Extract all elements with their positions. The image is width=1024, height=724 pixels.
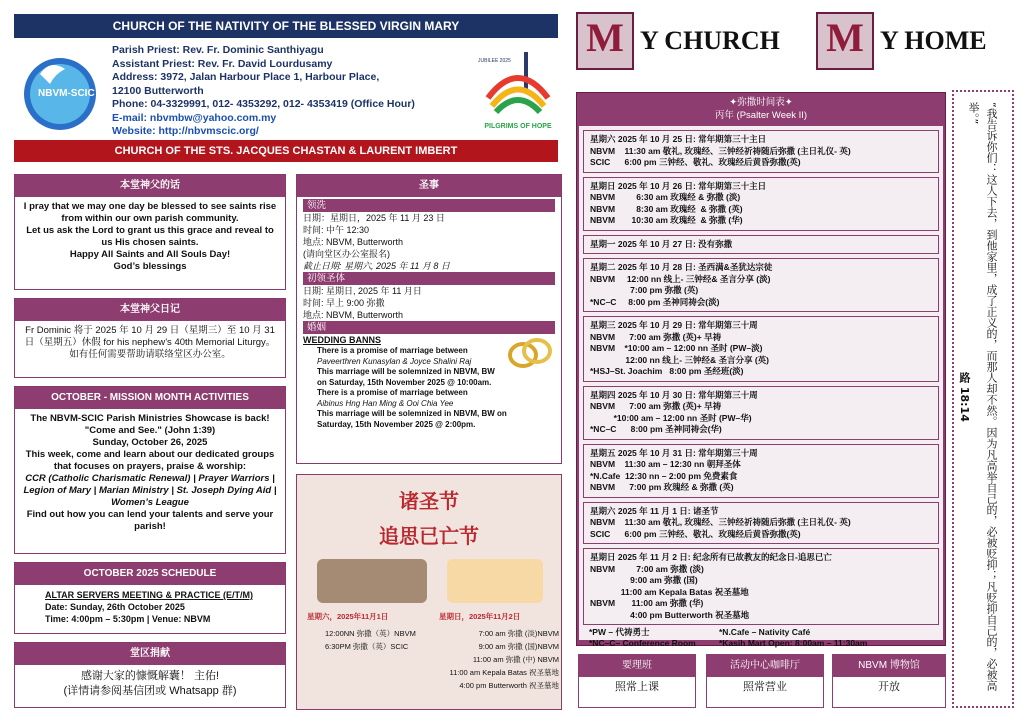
banns-1-intro: There is a promise of marriage between [317,346,468,355]
priest-word-box [14,174,286,290]
tag-catechism [578,654,696,708]
rings-icon [507,335,553,376]
candles-illustration [447,559,543,603]
baptism-time: 时间: 中午 12:30 [303,225,370,235]
banns-2-intro: There is a promise of marriage between [317,388,468,397]
altar-box [14,562,286,634]
banns-2-detail: This marriage will be solemnized in NBVM, BW on Saturday, 15th November 2025 @ 2:00pm. [317,409,507,429]
sacraments-box [296,174,562,464]
mission-line-3: Sunday, October 26, 2025 [92,437,208,448]
tag-cafe-label: 活动中心咖啡厅 [707,655,823,677]
tag-museum [832,654,946,708]
donation-box [14,642,286,708]
mass-title: ✦弥撒时间表✦ [729,97,793,108]
sacraments-title: 圣事 [297,175,561,197]
baptism-note: (请向堂区办公室报名) [303,249,390,259]
verse-ref: 路 18:14 [958,372,971,422]
priest-word-body: I pray that we may one day be blessed to see saints rise from within our own parish community. Let us ask the Lord to grant us this grace and reveal to us His chosen saints. Happy All Saints and All Souls Day! God’s blessings [23,201,277,272]
mass-day: 星期三 2025 年 10 月 29 日: 常年期第三十周 NBVM 7:00 am 弥撒 (英)+ 早祷 NBVM *10:00 am – 12:00 nn 圣时 (PW–淡) 12:00 nn 线上- 三钟经& 圣言分享 (英) *HSJ–St. Joachim 8:00 pm 圣经班(淡) [590,320,769,376]
altar-date: Date: Sunday, 26th October 2025 [45,602,185,612]
communion-time: 时间: 早上 9:00 弥撒 [303,298,385,308]
poster-date-1: 星期六，2025年11月1日 [307,612,389,621]
baptism-deadline: 截止日期: 星期六, 2025 年 11 月 8 日 [303,261,450,271]
banns-1 [303,346,503,388]
mass-day: 星期一 2025 年 10 月 27 日: 没有弥撒 [590,238,733,249]
baptism-header: 领洗 [303,199,555,212]
wedding-header: 婚姻 [303,321,555,334]
banns-2-couple: Aibinus Hng Han Ming & Ooi Chia Yee [317,398,454,408]
altar-body [15,585,285,625]
saints-illustration [317,559,427,603]
banns-1-detail: This marriage will be solemnized in NBVM, BW on Saturday, 15th November 2025 @ 10:00am. [317,367,495,387]
title-church: Y CHURCH [640,26,780,55]
mass-legend [579,627,943,649]
email-link[interactable]: E-mail: nbvmbw@yahoo.com.my [112,111,277,124]
poster-date-2: 星期日，2025年11月2日 [439,612,521,621]
poster-r1: 7:00 am 弥撒 (淡)NBVM [478,629,559,638]
mass-day: 星期四 2025 年 10 月 30 日: 常年期第三十周 NBVM 7:00 am 弥撒 (英)+ 早祷 *10:00 am – 12:00 nn 圣时 (PW–华) *NC–C 8:00 pm 圣神同祷会(华) [590,389,758,434]
phone-line: Phone: 04-3329991, 012- 4353292, 012- 4353419 (Office Hour) [112,98,415,110]
church2-name: CHURCH OF THE STS. JACQUES CHASTAN & LAURENT IMBERT [114,145,458,157]
poster-l2: 6:30PM 弥撒（英）SCIC [325,642,409,651]
banns-1-couple: Paveerthren Kunasylan & Joyce Shalini Raj [317,356,472,366]
altar-heading: ALTAR SERVERS MEETING & PRACTICE (E/T/M) [45,590,254,600]
tag-catechism-label: 要理班 [579,655,695,677]
website-link[interactable]: Website: http://nbvmscic.org/ [112,125,259,137]
poster-right-list [417,627,559,692]
asst-line: Assistant Priest: Rev. Fr. David Lourdusamy [112,57,333,70]
mass-subtitle: 丙年 (Psalter Week II) [714,110,808,121]
mass-day: 星期五 2025 年 10 月 31 日: 常年期第三十周 NBVM 11:30 am – 12:30 nn 朝拜圣体 *N.Cafe 12:30 nn – 2:00 pm 免费素食 NBVM 7:00 pm 玫瑰经 & 弥撒 (英) [590,447,758,492]
mass-day: 星期二 2025 年 10 月 28 日: 圣西满&圣犹达宗徒 NBVM 12:00 nn 线上- 三钟经& 圣言分享 (淡) 7:00 pm 弥撒 (英) *NC–C 8:00 pm 圣神同祷会(淡) [590,262,773,307]
mass-day: 星期日 2025 年 11 月 2 日: 纪念所有已故教友的纪念日-追思已亡 NBVM 7:00 am 弥撒 (淡) 9:00 am 弥撒 (国) 11:00 am Kepala Batas 祝圣墓地 NBVM 11:00 am 弥撒 (华) 4:00 pm Butterworth 祝圣墓地 [590,552,832,620]
banns-header: WEDDING BANNS [303,335,381,345]
tag-museum-value: 开放 [878,681,900,693]
communion-date: 日期: 星期日, 2025 年 11 月日 [303,286,422,296]
baptism-venue: 地点: NBVM, Butterworth [303,237,404,247]
parish-logo [20,44,100,144]
priest-diary-body: Fr Dominic 将于 2025 年 10 月 29 日（星期三）至 10 月 31 日（星期五）休假 for his nephew’s 40th Memorial Liturgy。如有任何需要帮助请联络堂区办公室。 [24,325,276,360]
altar-title: OCTOBER 2025 SCHEDULE [15,563,285,585]
priest-line: Parish Priest: Rev. Fr. Dominic Santhiyagu [112,44,324,56]
all-saints-poster [296,474,562,710]
legend-kasih: *Kasih Mart Open: 8:00am – 11:30am [719,638,868,648]
parish-info [112,44,457,139]
verse-box [952,90,1014,708]
tag-cafe [706,654,824,708]
altar-time: Time: 4:00pm – 5:30pm | Venue: NBVM [45,614,211,624]
logo-text: NBVM-SCIC [38,88,95,99]
jubilee-logo [478,48,558,134]
mission-line-1: The NBVM-SCIC Parish Ministries Showcase is back! [30,413,270,424]
parish-name-bar [14,14,558,38]
legend-pw: *PW – 代祷勇士 [589,627,650,637]
mission-body [15,409,285,537]
mass-list [579,126,943,648]
donation-line-1: 感谢大家的慷慨解囊！ 主佑! [80,670,220,682]
priest-diary-box [14,298,286,378]
parish-name: CHURCH OF THE NATIVITY OF THE BLESSED VIRGIN MARY [112,19,460,33]
mass-day: 星期六 2025 年 10 月 25 日: 常年期第三十主日 NBVM 11:30 am 敬礼, 玫瑰经、三钟经祈祷随后弥撒 (主日礼仪- 英) SCIC 6:00 pm 三钟经、敬礼、玫瑰经后黄昏弥撒(英) [590,134,851,167]
priest-diary-title: 本堂神父日记 [15,299,285,321]
title-home: Y HOME [880,26,987,55]
baptism-date: 日期：星期日，2025 年 11 月 23 日 [303,213,445,223]
banns-2 [303,388,543,430]
donation-line-2: (详情请参阅基信团或 Whatsapp 群) [63,685,237,697]
tag-museum-label: NBVM 博物馆 [833,655,945,677]
mission-title: OCTOBER - MISSION MONTH ACTIVITIES [15,387,285,409]
priest-word-title: 本堂神父的话 [15,175,285,197]
mission-line-4: This week, come and learn about our dedicated groups that focuses on prayers, praise & worship: [25,449,275,472]
poster-title-1: 诸圣节 [399,491,459,513]
mission-box [14,386,286,554]
communion-header: 初领圣体 [303,272,555,285]
communion-venue: 地点: NBVM, Butterworth [303,310,404,320]
poster-r2: 9:00 am 弥撒 (国)NBVM [478,642,559,651]
jubilee-text: PILGRIMS OF HOPE [484,123,552,130]
title-m-left: M [576,12,634,70]
poster-r3: 11:00 am 弥撒 (中) NBVM [472,655,559,664]
tag-catechism-value: 照常上课 [615,681,659,693]
legend-ncafe: *N.Cafe – Nativity Café [719,627,811,637]
church2-bar [14,140,558,162]
mission-line-6: Find out how you can lend your talents and serve your parish! [26,509,274,532]
donation-body [15,665,285,699]
poster-title-2: 追思已亡节 [379,526,479,548]
mass-day: 星期日 2025 年 10 月 26 日: 常年期第三十主日 NBVM 6:30 am 玫瑰经 & 弥撒 (淡) NBVM 8:30 am 玫瑰经 & 弥撒 (英) NBVM 10:30 am 玫瑰经 & 弥撒 (华) [590,180,767,225]
mass-schedule [576,92,946,646]
address-line-2: 12100 Butterworth [112,84,204,97]
poster-r5: 4:00 pm Butterworth 祝圣墓地 [459,681,559,690]
mass-day: 星期六 2025 年 11 月 1 日: 诸圣节 NBVM 11:30 am 敬礼, 玫瑰经、三钟经祈祷随后弥撒 (主日礼仪- 英) SCIC 6:00 pm 三钟经、敬礼、玫瑰经后黄昏弥撒(英) [590,505,851,539]
tag-cafe-value: 照常营业 [743,681,787,693]
poster-r4: 11:00 am Kepala Batas 祝圣墓地 [449,668,559,677]
poster-left-list [325,627,416,653]
verse-text: “我告诉你们：这人下去，到他家里，成了正义的，而那人却不然。因为凡高举自己的，必被贬抑；凡贬抑自己的，必被高举。” [967,102,998,691]
legend-ncc: *NC–C– Conference Room [589,638,696,648]
address-line: Address: 3972, Jalan Harbour Place 1, Harbour Place, [112,71,380,83]
title-m-right: M [816,12,874,70]
mission-line-2: "Come and See." (John 1:39) [84,425,216,436]
jubilee-year: JUBILEE 2025 [478,58,511,64]
poster-l1: 12:00NN 弥撒（英）NBVM [325,629,416,638]
mission-line-5: CCR (Catholic Charismatic Renewal) | Prayer Warriors | Legion of Mary | Marian Ministry | St. Joseph Dying Aid | Women’s League [23,473,277,508]
donation-title: 堂区捐献 [15,643,285,665]
